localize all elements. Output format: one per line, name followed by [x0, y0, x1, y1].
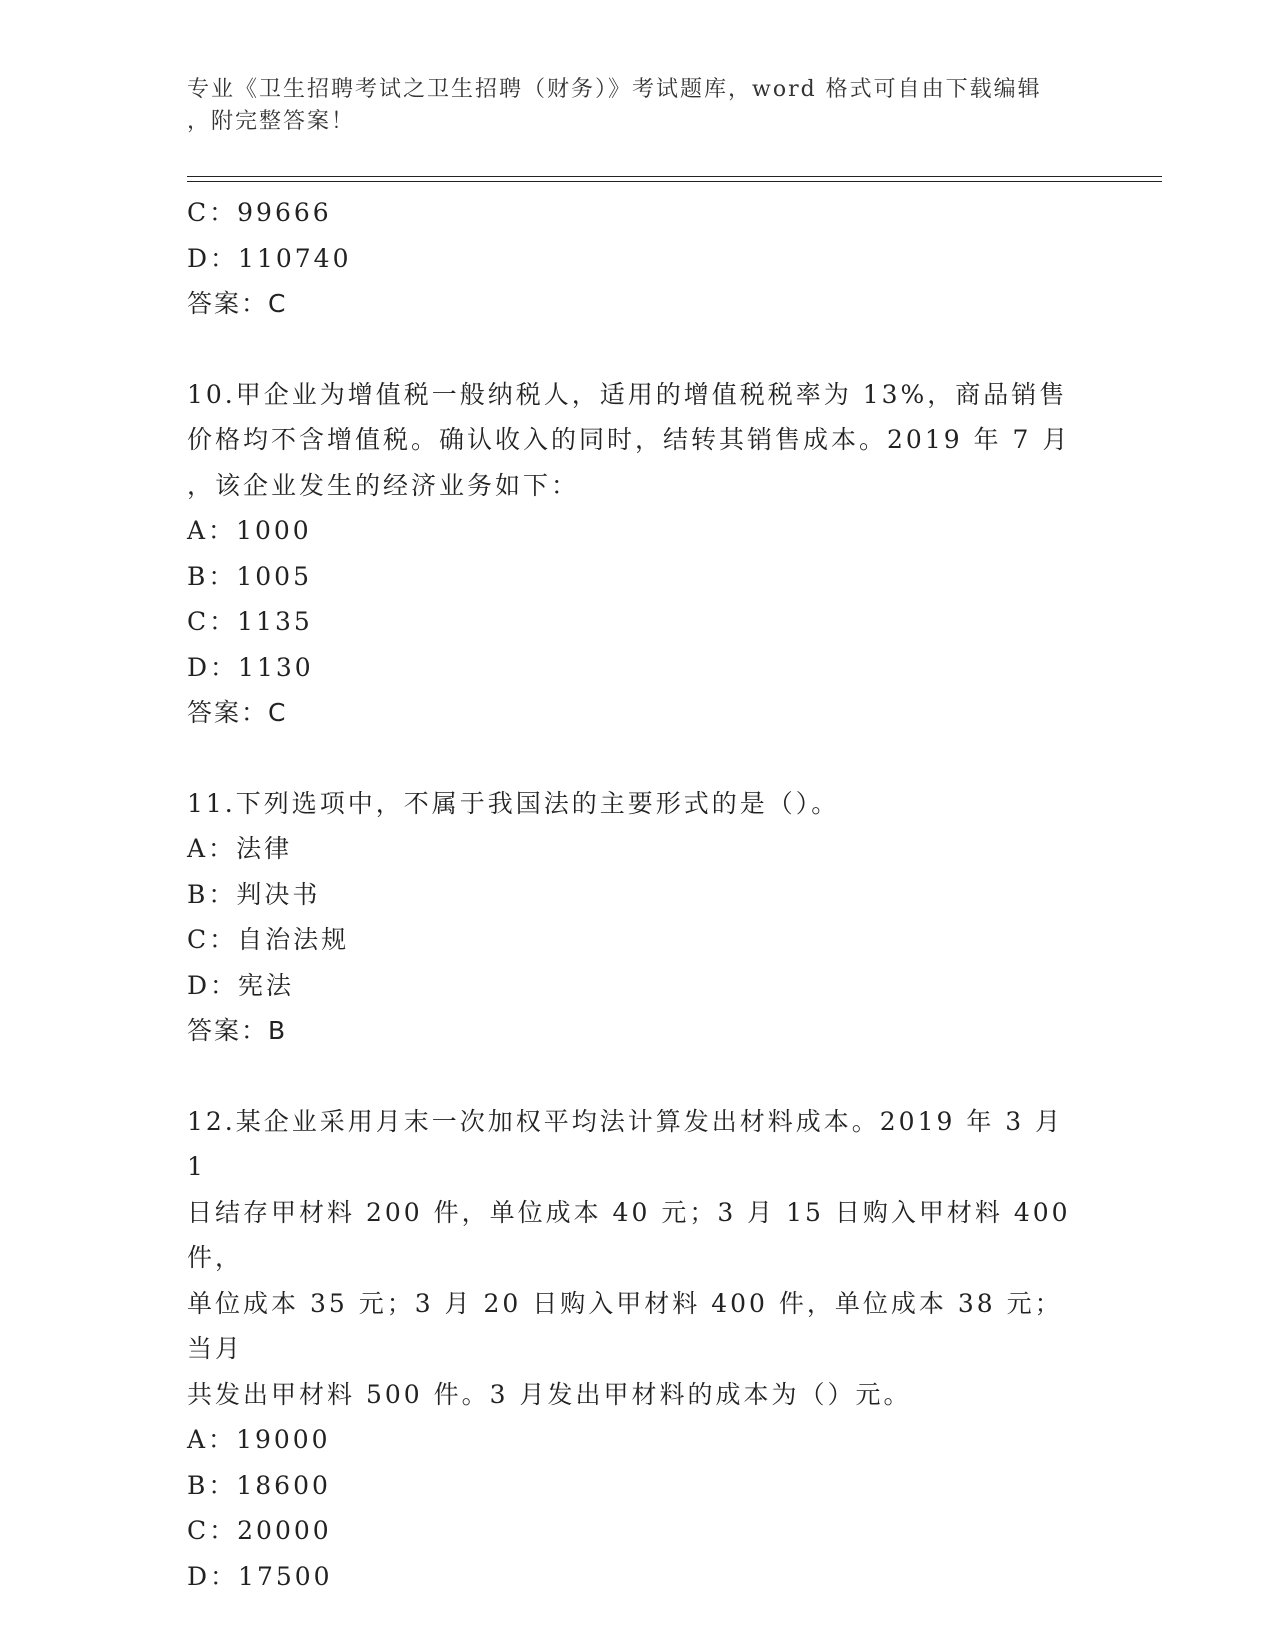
question-stem-line: 日结存甲材料 200 件，单位成本 40 元；3 月 15 日购入甲材料 400 件， [187, 1197, 1082, 1272]
option-c: C：1135 [187, 607, 313, 636]
question-stem-line: 价格均不含增值税。确认收入的同时，结转其销售成本。2019 年 7 月 [187, 425, 1071, 454]
question-stem-line: 单位成本 35 元；3 月 20 日购入甲材料 400 件，单位成本 38 元；当月 [187, 1288, 1063, 1363]
question-number: 10. [187, 379, 236, 409]
option-c: C：20000 [187, 1516, 332, 1545]
header-line-2: ，附完整答案！ [187, 109, 356, 134]
option-d: D：1130 [187, 652, 314, 682]
document-body [187, 190, 1082, 1599]
option-c: C：99666 [187, 198, 332, 227]
option-d: D：110740 [187, 243, 352, 273]
answer-line: 答案：B [187, 1016, 288, 1045]
option-c: C：自治法规 [187, 925, 350, 954]
question-10 [187, 372, 1077, 736]
prev-question-block [187, 190, 1077, 327]
question-11 [187, 781, 1077, 1054]
question-stem-line: 12.某企业采用月末一次加权平均法计算发出材料成本。2019 年 3 月 1 [187, 1106, 1075, 1181]
question-stem-line: ，该企业发生的经济业务如下： [187, 470, 580, 500]
page-header [187, 74, 1067, 138]
question-number: 12. [187, 1106, 236, 1136]
question-stem-line: 11.下列选项中，不属于我国法的主要形式的是（）。 [187, 788, 840, 818]
option-a: A：法律 [187, 834, 293, 863]
option-b: B：1005 [187, 561, 312, 591]
header-rule-bottom [187, 181, 1162, 182]
option-b: B：18600 [187, 1470, 331, 1500]
option-a: A：1000 [187, 516, 312, 545]
header-line-1: 专业《卫生招聘考试之卫生招聘（财务）》考试题库，word 格式可自由下载编辑 [187, 77, 1042, 102]
answer-line: 答案：C [187, 289, 288, 318]
option-b: B：判决书 [187, 879, 321, 909]
question-stem-line: 共发出甲材料 500 件。3 月发出甲材料的成本为（）元。 [187, 1379, 912, 1409]
question-stem-line: 10.甲企业为增值税一般纳税人，适用的增值税税率为 13%，商品销售 [187, 379, 1068, 409]
answer-line: 答案：C [187, 698, 288, 727]
question-number: 11. [187, 788, 236, 818]
question-12 [187, 1099, 1082, 1600]
option-a: A：19000 [187, 1425, 331, 1454]
option-d: D：17500 [187, 1561, 333, 1591]
header-rule-top [187, 176, 1162, 177]
option-d: D：宪法 [187, 970, 295, 1000]
